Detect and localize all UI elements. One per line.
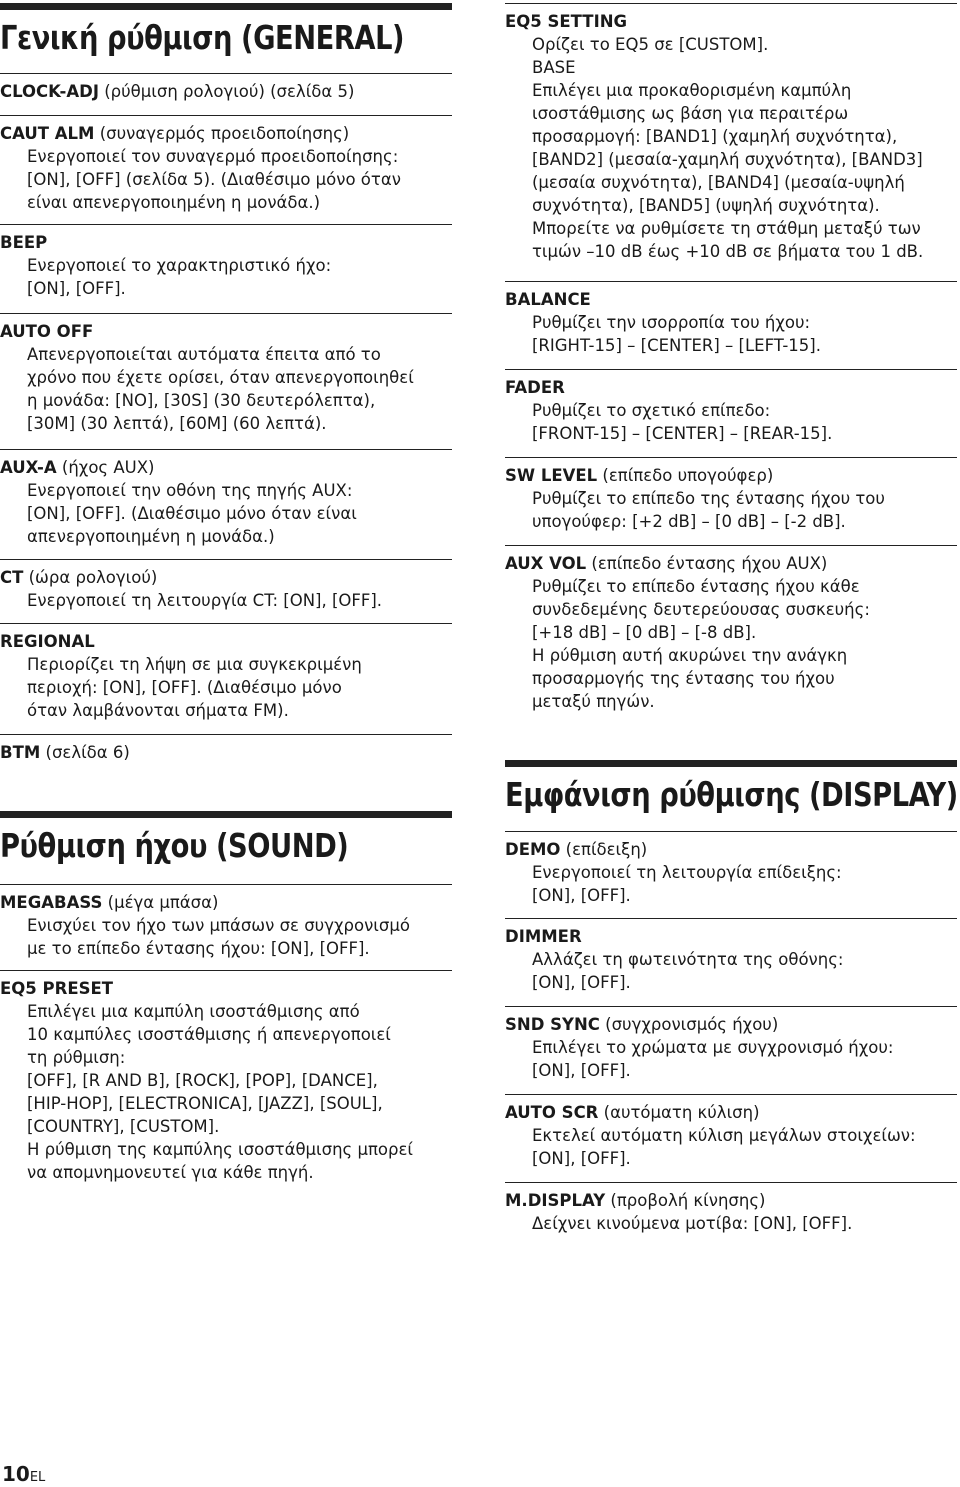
- setting-entry: [505, 1006, 957, 1086]
- setting-description-line: [30M] (30 λεπτά), [60M] (60 λεπτά).: [27, 414, 327, 433]
- setting-entry: [505, 1094, 957, 1174]
- setting-heading: [505, 925, 957, 948]
- setting-term: SW LEVEL: [505, 466, 598, 485]
- setting-description-line: συχνότητα), [BAND5] (υψηλή συχνότητα).: [532, 196, 880, 215]
- setting-description-line: Επιλέγει το χρώματα με συγχρονισμό ήχου:: [532, 1038, 894, 1057]
- setting-description-line: [ON], [OFF].: [532, 886, 631, 905]
- setting-description-line: τιμών –10 dB έως +10 dB σε βήματα του 1 dB.: [532, 242, 924, 261]
- setting-description-line: (μεσαία συχνότητα), [BAND4] (μεσαία-υψηλή: [532, 173, 905, 192]
- setting-term-note: (ώρα ρολογιού): [23, 568, 158, 587]
- setting-description-line: απενεργοποιημένη η μονάδα.): [27, 527, 275, 546]
- setting-term: DIMMER: [505, 927, 582, 946]
- setting-description-line: [OFF], [R AND B], [ROCK], [POP], [DANCE],: [27, 1071, 378, 1090]
- setting-term: CT: [0, 568, 24, 587]
- setting-entry: [505, 457, 957, 537]
- setting-description-line: προσαρμογής της έντασης του ήχου: [532, 669, 835, 688]
- setting-description-line: υπογούφερ: [+2 dB] – [0 dB] – [-2 dB].: [532, 512, 846, 531]
- setting-description-line: Ρυθμίζει το σχετικό επίπεδο:: [532, 401, 771, 420]
- setting-description-line: Ενισχύει τον ήχο των μπάσων σε συγχρονισμό: [27, 916, 410, 935]
- setting-heading: [0, 891, 452, 914]
- setting-term: EQ5 SETTING: [505, 12, 628, 31]
- section-title: Εμφάνιση ρύθμισης (DISPLAY): [505, 775, 958, 814]
- setting-description-line: να απομνημονευτεί για κάθε πηγή.: [27, 1163, 314, 1182]
- setting-term: CAUT ALM: [0, 124, 95, 143]
- setting-term: EQ5 PRESET: [0, 979, 114, 998]
- setting-term: MEGABASS: [0, 893, 103, 912]
- setting-term: BALANCE: [505, 290, 591, 309]
- setting-description-line: Ρυθμίζει το επίπεδο της έντασης ήχου του: [532, 489, 885, 508]
- setting-term-note: (συγχρονισμός ήχου): [599, 1015, 779, 1034]
- setting-heading: [0, 630, 452, 653]
- setting-entry: [0, 115, 452, 218]
- setting-term: FADER: [505, 378, 565, 397]
- setting-description-line: [ON], [OFF]. (Διαθέσιμο μόνο όταν είναι: [27, 504, 357, 523]
- setting-term-note: (ήχος AUX): [56, 458, 155, 477]
- setting-entry: [0, 73, 452, 107]
- setting-description-line: BASE: [532, 58, 576, 77]
- setting-heading: [505, 1013, 957, 1036]
- setting-description-line: 10 καμπύλες ισοστάθμισης ή απενεργοποιεί: [27, 1025, 391, 1044]
- setting-term-note: (σελίδα 6): [40, 743, 130, 762]
- setting-description-line: [ON], [OFF].: [532, 1149, 631, 1168]
- setting-description-line: [FRONT-15] – [CENTER] – [REAR-15].: [532, 424, 833, 443]
- setting-term-note: (αυτόματη κύλιση): [598, 1103, 760, 1122]
- setting-description-line: Εκτελεί αυτόματη κύλιση μεγάλων στοιχείων:: [532, 1126, 916, 1145]
- setting-description-line: Ενεργοποιεί το χαρακτηριστικό ήχο:: [27, 256, 332, 275]
- setting-heading: [505, 464, 957, 487]
- setting-heading: [0, 566, 452, 589]
- section-rule: [0, 811, 452, 875]
- setting-description-line: [ON], [OFF].: [532, 973, 631, 992]
- setting-description-line: Ενεργοποιεί τη λειτουργία CT: [ON], [OFF].: [27, 591, 383, 610]
- setting-description-line: Απενεργοποιείται αυτόματα έπειτα από το: [27, 345, 381, 364]
- setting-description-line: είναι απενεργοποιημένη η μονάδα.): [27, 193, 321, 212]
- setting-heading: [505, 1189, 957, 1212]
- setting-description-line: η μονάδα: [NO], [30S] (30 δευτερόλεπτα),: [27, 391, 376, 410]
- section-rule: [505, 760, 957, 824]
- setting-description-line: [+18 dB] – [0 dB] – [-8 dB].: [532, 623, 757, 642]
- setting-term: AUX-A: [0, 458, 57, 477]
- setting-term-note: (επίδειξη): [560, 840, 648, 859]
- section-title: Γενική ρύθμιση (GENERAL): [0, 18, 405, 57]
- setting-term: SND SYNC: [505, 1015, 600, 1034]
- setting-term: DEMO: [505, 840, 561, 859]
- setting-entry: [505, 369, 957, 449]
- setting-entry: [505, 281, 957, 361]
- setting-heading: [0, 977, 452, 1000]
- setting-entry: [0, 884, 452, 964]
- setting-description-line: Επιλέγει μια καμπύλη ισοστάθμισης από: [27, 1002, 360, 1021]
- setting-entry: [0, 623, 452, 726]
- setting-term-note: (επίπεδο υπογούφερ): [597, 466, 774, 485]
- setting-entry: [505, 831, 957, 911]
- setting-heading: [505, 288, 957, 311]
- setting-entry: [505, 918, 957, 998]
- setting-description-line: Η ρύθμιση της καμπύλης ισοστάθμισης μπορεί: [27, 1140, 413, 1159]
- setting-term: BTM: [0, 743, 41, 762]
- setting-term: AUTO OFF: [0, 322, 94, 341]
- setting-entry: [0, 970, 452, 1188]
- setting-heading: [505, 10, 957, 33]
- setting-entry: [0, 734, 452, 768]
- section-title: Ρύθμιση ήχου (SOUND): [0, 826, 349, 865]
- setting-heading: [505, 1101, 957, 1124]
- setting-entry: [0, 313, 452, 439]
- setting-description-line: ισοστάθμισης ως βάση για περαιτέρω: [532, 104, 849, 123]
- setting-heading: [0, 456, 452, 479]
- setting-term: BEEP: [0, 233, 48, 252]
- setting-description-line: Η ρύθμιση αυτή ακυρώνει την ανάγκη: [532, 646, 848, 665]
- section-rule: [0, 3, 452, 67]
- setting-term: AUX VOL: [505, 554, 587, 573]
- setting-heading: [505, 376, 957, 399]
- setting-entry: [0, 449, 452, 552]
- setting-heading: [0, 80, 452, 103]
- setting-description-line: Μπορείτε να ρυθμίσετε τη στάθμη μεταξύ των: [532, 219, 921, 238]
- setting-description-line: χρόνο που έχετε ορίσει, όταν απενεργοποιηθεί: [27, 368, 414, 387]
- page-lang: EL: [29, 1470, 46, 1485]
- setting-description-line: Επιλέγει μια προκαθορισμένη καμπύλη: [532, 81, 852, 100]
- setting-heading: [505, 552, 957, 575]
- setting-heading: [0, 320, 452, 343]
- setting-entry: [0, 559, 452, 616]
- setting-description-line: [HIP-HOP], [ELECTRONICA], [JAZZ], [SOUL],: [27, 1094, 383, 1113]
- setting-entry: [505, 1182, 957, 1239]
- setting-heading: [0, 231, 452, 254]
- setting-description-line: Ρυθμίζει την ισορροπία του ήχου:: [532, 313, 811, 332]
- setting-entry: [505, 545, 957, 717]
- setting-term: CLOCK-ADJ: [0, 82, 99, 101]
- setting-term: M.DISPLAY: [505, 1191, 606, 1210]
- setting-description-line: συνδεδεμένης δευτερεύουσας συσκευής:: [532, 600, 870, 619]
- setting-heading: [0, 741, 452, 764]
- setting-description-line: τη ρύθμιση:: [27, 1048, 126, 1067]
- page-number-value: 10: [2, 1462, 30, 1486]
- setting-description-line: Δείχνει κινούμενα μοτίβα: [ON], [OFF].: [532, 1214, 853, 1233]
- setting-term-note: (προβολή κίνησης): [605, 1191, 766, 1210]
- setting-description-line: Περιορίζει τη λήψη σε μια συγκεκριμένη: [27, 655, 362, 674]
- setting-description-line: [ON], [OFF].: [532, 1061, 631, 1080]
- setting-description-line: Ορίζει το EQ5 σε [CUSTOM].: [532, 35, 769, 54]
- setting-description-line: Ενεργοποιεί τη λειτουργία επίδειξης:: [532, 863, 842, 882]
- setting-description-line: Ενεργοποιεί την οθόνη της πηγής AUX:: [27, 481, 353, 500]
- setting-entry: [505, 3, 957, 267]
- setting-description-line: μεταξύ πηγών.: [532, 692, 655, 711]
- setting-heading: [0, 122, 452, 145]
- setting-description-line: Ρυθμίζει το επίπεδο έντασης ήχου κάθε: [532, 577, 860, 596]
- setting-entry: [0, 224, 452, 304]
- setting-term-note: (συναγερμός προειδοποίησης): [94, 124, 350, 143]
- setting-description-line: με το επίπεδο έντασης ήχου: [ON], [OFF].: [27, 939, 370, 958]
- setting-term: REGIONAL: [0, 632, 95, 651]
- setting-description-line: [ON], [OFF] (σελίδα 5). (Διαθέσιμο μόνο όταν: [27, 170, 401, 189]
- setting-description-line: [RIGHT-15] – [CENTER] – [LEFT-15].: [532, 336, 821, 355]
- setting-term: AUTO SCR: [505, 1103, 599, 1122]
- setting-description-line: προσαρμογή: [BAND1] (χαμηλή συχνότητα),: [532, 127, 898, 146]
- setting-heading: [505, 838, 957, 861]
- setting-description-line: Ενεργοποιεί τον συναγερμό προειδοποίησης:: [27, 147, 399, 166]
- page-number: [2, 1462, 45, 1486]
- setting-description-line: [BAND2] (μεσαία-χαμηλή συχνότητα), [BAND3]: [532, 150, 923, 169]
- setting-description-line: Αλλάζει τη φωτεινότητα της οθόνης:: [532, 950, 844, 969]
- setting-description-line: όταν λαμβάνονται σήματα FM).: [27, 701, 289, 720]
- setting-description-line: περιοχή: [ON], [OFF]. (Διαθέσιμο μόνο: [27, 678, 342, 697]
- setting-term-note: (μέγα μπάσα): [102, 893, 219, 912]
- setting-term-note: (επίπεδο έντασης ήχου AUX): [586, 554, 828, 573]
- setting-description-line: [ON], [OFF].: [27, 279, 126, 298]
- setting-term-note: (ρύθμιση ρολογιού) (σελίδα 5): [98, 82, 355, 101]
- setting-description-line: [COUNTRY], [CUSTOM].: [27, 1117, 220, 1136]
